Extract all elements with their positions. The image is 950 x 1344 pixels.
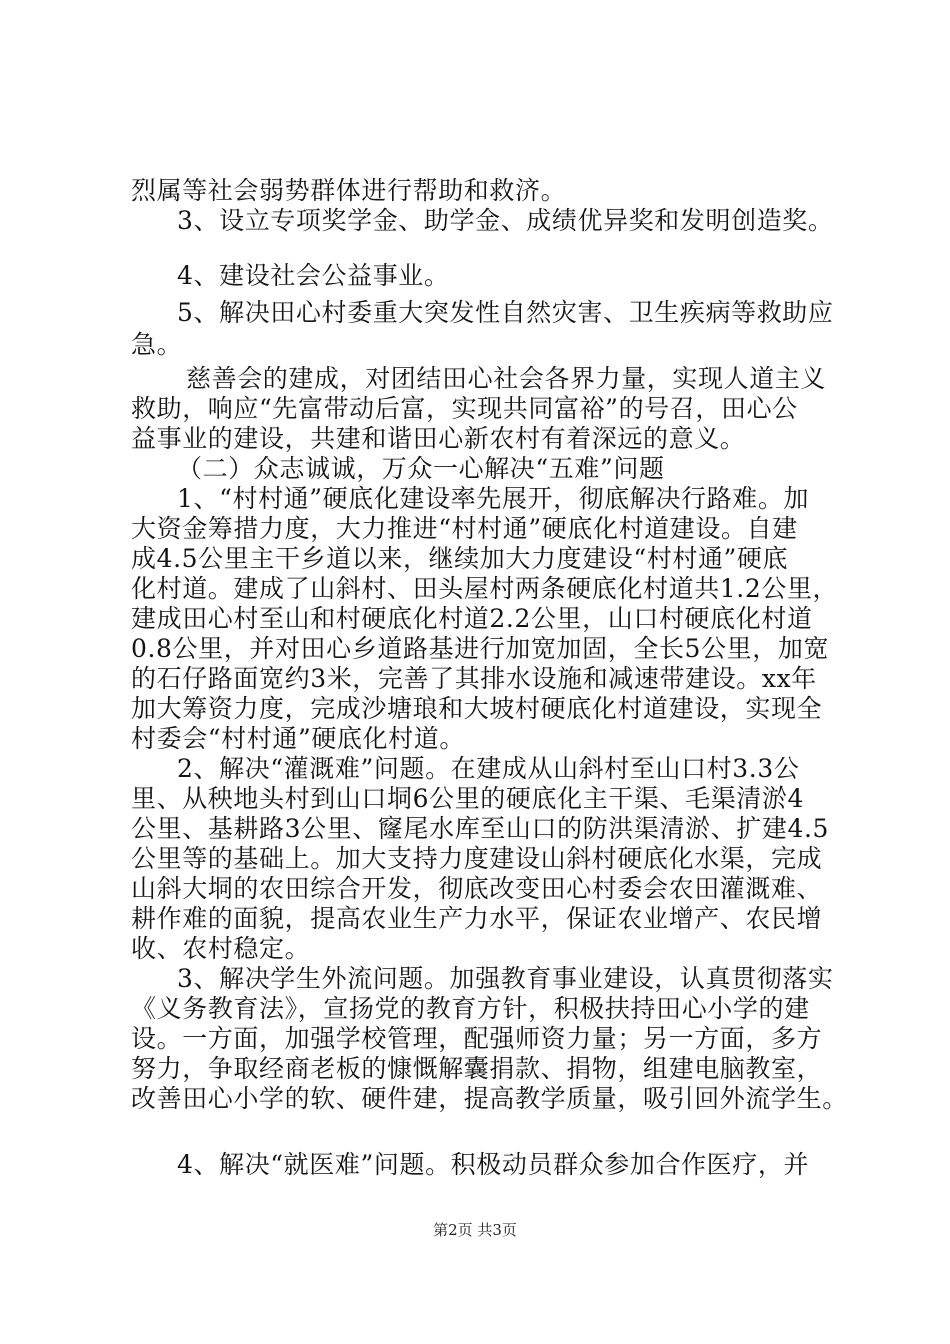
- body-line: 益事业的建设，共建和谐田心新农村有着深远的意义。: [131, 424, 746, 453]
- body-line: 1、“村村通”硬底化建设率先展开，彻底解决行路难。加: [177, 484, 810, 513]
- body-line: 3、设立专项奖学金、助学金、成绩优异奖和发明创造奖。: [177, 206, 834, 235]
- body-line: 救助，响应“先富带动后富，实现共同富裕”的号召，田心公: [131, 394, 798, 423]
- page-number-footer: 第2页 共3页: [433, 1221, 517, 1239]
- body-line: 设。一方面，加强学校管理，配强师资力量；另一方面，多方: [131, 1024, 823, 1053]
- body-line: 山斜大垌的农田综合开发，彻底改变田心村委会农田灌溉难、: [131, 874, 823, 903]
- body-line: 0.8公里，并对田心乡道路基进行加宽加固，全长5公里，加宽: [131, 634, 830, 663]
- body-line: 耕作难的面貌，提高农业生产力水平，保证农业增产、农民增: [131, 904, 823, 933]
- body-line: 成4.5公里主干乡道以来，继续加大力度建设“村村通”硬底: [131, 544, 789, 573]
- body-line: 加大筹资力度，完成沙塘琅和大坡村硬底化村道建设，实现全: [131, 694, 823, 723]
- body-line: 5、解决田心村委重大突发性自然灾害、卫生疾病等救助应: [177, 298, 834, 327]
- body-line: 急。: [131, 330, 183, 359]
- body-line: 化村道。建成了山斜村、田头屋村两条硬底化村道共1.2公里，: [131, 574, 839, 603]
- body-line: 村委会“村村通”硬底化村道。: [131, 724, 465, 753]
- body-line: 2、解决“灌溉难”问题。在建成从山斜村至山口村3.3公: [177, 754, 800, 783]
- body-line: 4、解决“就医难”问题。积极动员群众参加合作医疗，并: [177, 1150, 810, 1179]
- body-line: 《义务教育法》，宣扬党的教育方针，积极扶持田心小学的建: [131, 994, 810, 1023]
- body-line: 的石仔路面宽约3米，完善了其排水设施和减速带建设。xx年: [131, 664, 817, 693]
- body-line: 4、建设社会公益事业。: [177, 261, 450, 290]
- body-line: 收、农村稳定。: [131, 934, 311, 963]
- body-line: 烈属等社会弱势群体进行帮助和救济。: [131, 176, 567, 205]
- body-line: 建成田心村至山和村硬底化村道2.2公里，山口村硬底化村道: [131, 604, 813, 633]
- body-line: 大资金筹措力度，大力推进“村村通”硬底化村道建设。自建: [131, 514, 798, 543]
- body-line: 公里、基耕路3公里、窿尾水库至山口的防洪渠清淤、扩建4.5: [131, 814, 830, 843]
- body-line: 改善田心小学的软、硬件建，提高教学质量，吸引回外流学生。: [131, 1084, 848, 1113]
- body-line: 3、解决学生外流问题。加强教育事业建设，认真贯彻落实: [177, 964, 834, 993]
- section-heading: （二）众志诚诚，万众一心解决“五难”问题: [177, 454, 665, 483]
- body-line: 公里等的基础上。加大支持力度建设山斜村硬底化水渠，完成: [131, 844, 823, 873]
- body-line: 慈善会的建成，对团结田心社会各界力量，实现人道主义: [186, 364, 827, 393]
- body-line: 里、从秧地头村到山口垌6公里的硬底化主干渠、毛渠清淤4: [131, 784, 805, 813]
- body-line: 努力，争取经商老板的慷慨解囊捐款、捐物，组建电脑教室，: [131, 1054, 823, 1083]
